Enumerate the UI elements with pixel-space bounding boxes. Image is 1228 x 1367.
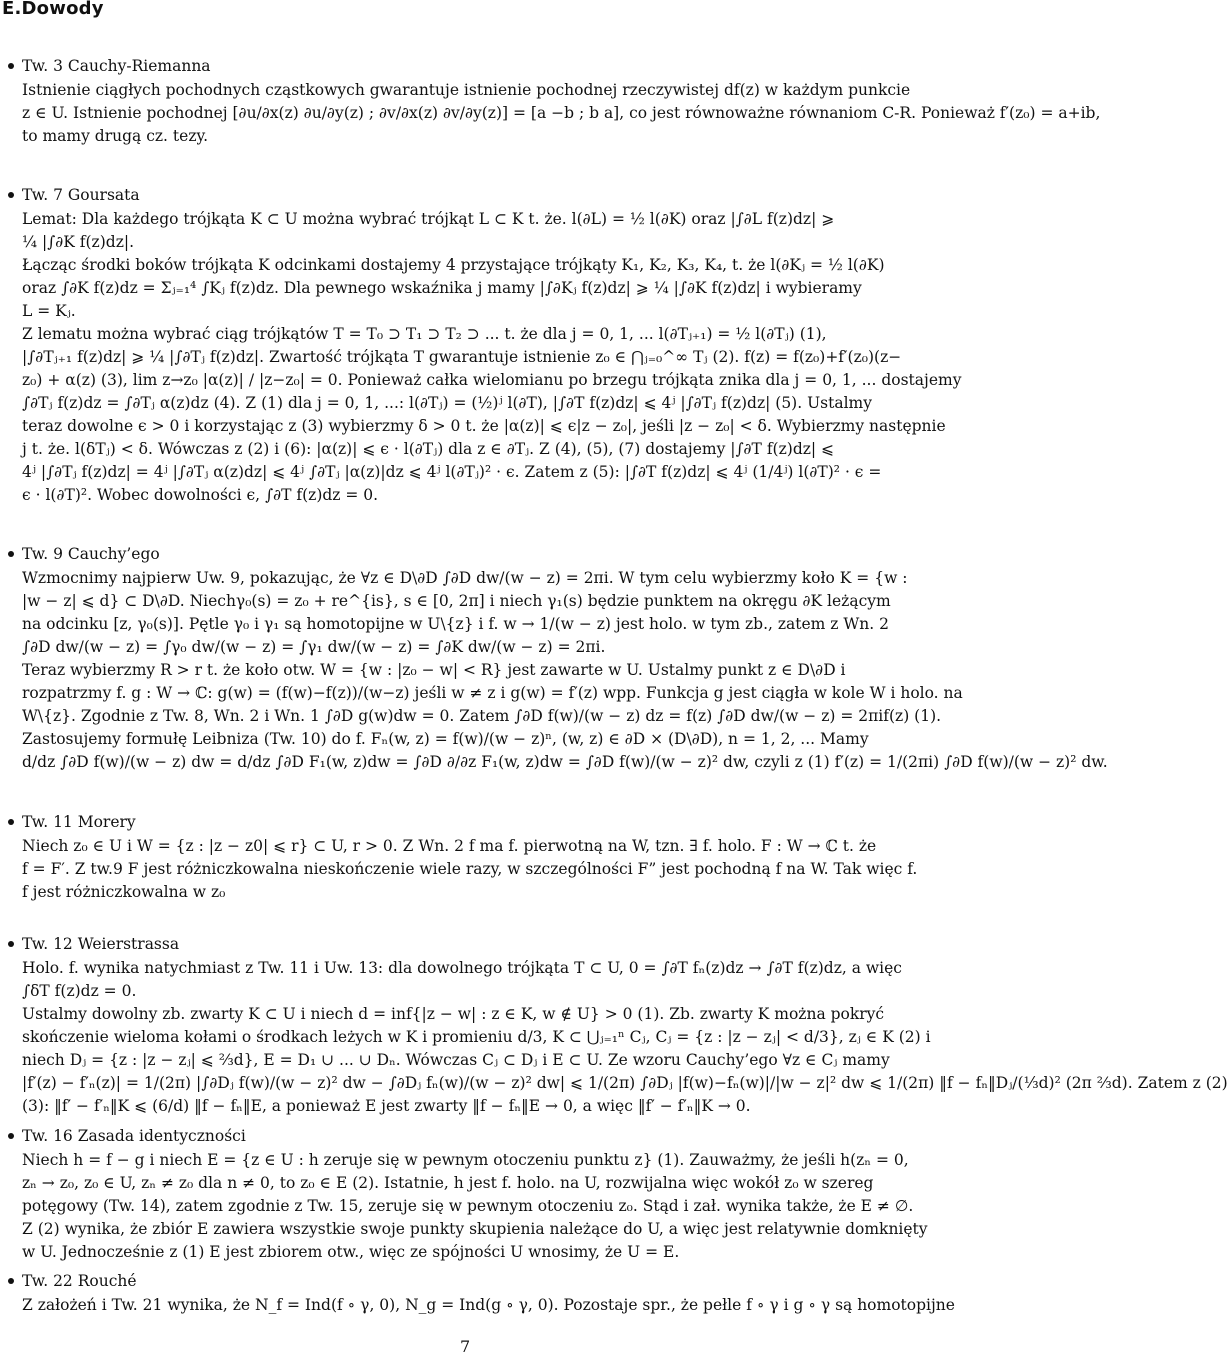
text-line: Teraz wybierzmy R > r t. że koło otw. W = {w : |z₀ − w| < R} jest zawarte w U. Ustalmy punkt z ∈ D\∂D i — [22, 661, 846, 679]
text-line: ∫∂D dw/(w − z) = ∫γ₀ dw/(w − z) = ∫γ₁ dw/(w − z) = ∫∂K dw/(w − z) = 2πi. — [22, 638, 606, 656]
page-number: 7 — [460, 1337, 471, 1356]
bullet-icon — [8, 941, 14, 947]
theorem-title: Tw. 9 Cauchy’ego — [22, 545, 160, 563]
theorem-body — [22, 835, 957, 904]
section-title: E.Dowody — [2, 0, 104, 19]
bullet-icon — [8, 819, 14, 825]
text-line: potęgowy (Tw. 14), zatem zgodnie z Tw. 15, zeruje się w pewnym otoczeniu z₀. Stąd i zał. wynika także, że E ≠ ∅. — [22, 1197, 914, 1215]
text-line: Łącząc środki boków trójkąta K odcinkami dostajemy 4 przystające trójkąty K₁, K₂, K₃, K₄, t. że l(∂Kⱼ = ½ l(∂K) — [22, 256, 885, 274]
text-line: Istnienie ciągłych pochodnych cząstkowych gwarantuje istnienie pochodnej rzeczywistej df(z) w każdym punkcie — [22, 81, 911, 99]
text-line: oraz ∫∂K f(z)dz = Σⱼ₌₁⁴ ∫Kⱼ f(z)dz. Dla pewnego wskaźnika j mamy |∫∂Kⱼ f(z)dz| ⩾ ¼ |∫∂K f(z)dz| i wybieramy — [22, 279, 862, 297]
text-line: Ustalmy dowolny zb. zwarty K ⊂ U i niech d = inf{|z − w| : z ∈ K, w ∉ U} > 0 (1). Zb. zwarty K można pokryć — [22, 1005, 885, 1023]
text-line: L = Kⱼ. — [22, 302, 76, 320]
text-line: |f′(z) − f′ₙ(z)| = 1/(2π) |∫∂Dⱼ f(w)/(w − z)² dw − ∫∂Dⱼ fₙ(w)/(w − z)² dw| ⩽ 1/(2π) ∫∂Dⱼ |f(w)−fₙ(w)|/|w − z|² dw ⩽ 1/(2π) ‖f − fₙ‖Dⱼ/(⅓d)² (2π ⅔d). Zatem z (2) — [22, 1074, 1228, 1092]
theorem-title: Tw. 12 Weierstrassa — [22, 935, 180, 953]
text-line: skończenie wieloma kołami o środkach leżych w K i promieniu d/3, K ⊂ ⋃ⱼ₌₁ⁿ Cⱼ, Cⱼ = {z : |z − zⱼ| < d/3}, zⱼ ∈ K (2) i — [22, 1028, 931, 1046]
theorem-title: Tw. 22 Rouché — [22, 1272, 137, 1290]
text-line: Z założeń i Tw. 21 wynika, że N_f = Ind(f ∘ γ, 0), N_g = Ind(g ∘ γ, 0). Pozostaje spr., że pełle f ∘ γ i g ∘ γ są homotopijne — [22, 1296, 955, 1314]
bullet-icon — [8, 63, 14, 69]
text-line: zₙ → z₀, z₀ ∈ U, zₙ ≠ z₀ dla n ≠ 0, to z₀ ∈ E (2). Istatnie, h jest f. holo. na U, rozwijalna więc wokół z₀ w szereg — [22, 1174, 874, 1192]
theorem-title: Tw. 7 Goursata — [22, 186, 140, 204]
bullet-icon — [8, 1278, 14, 1284]
theorem-body — [22, 957, 1228, 1118]
text-line: Holo. f. wynika natychmiast z Tw. 11 i Uw. 13: dla dowolnego trójkąta T ⊂ U, 0 = ∫∂T fₙ(z)dz → ∫∂T f(z)dz, a więc — [22, 959, 902, 977]
text-line: (3): ‖f′ − f′ₙ‖K ⩽ (6/d) ‖f − fₙ‖E, a ponieważ E jest zwarty ‖f − fₙ‖E → 0, a więc ‖f′ − f′ₙ‖K → 0. — [22, 1097, 751, 1115]
theorem-title: Tw. 3 Cauchy-Riemanna — [22, 57, 211, 75]
text-line: f = F′. Z tw.9 F jest różniczkowalna nieskończenie wiele razy, w szczególności F” jest pochodną f na W. Tak więc f. — [22, 860, 918, 878]
text-line: |∫∂Tⱼ₊₁ f(z)dz| ⩾ ¼ |∫∂Tⱼ f(z)dz|. Zwartość trójkąta T gwarantuje istnienie z₀ ∈ ⋂ⱼ₌₀^∞ Tⱼ (2). f(z) = f(z₀)+f′(z₀)(z− — [22, 348, 902, 366]
text-line: |w − z| ⩽ d} ⊂ D\∂D. Niechγ₀(s) = z₀ + re^{is}, s ∈ [0, 2π] i niech γ₁(s) będzie punktem na okręgu ∂K leżącym — [22, 592, 891, 610]
text-line: ¼ |∫∂K f(z)dz|. — [22, 233, 135, 251]
text-line: Lemat: Dla każdego trójkąta K ⊂ U można wybrać trójkąt L ⊂ K t. że. l(∂L) = ½ l(∂K) oraz |∫∂L f(z)dz| ⩾ — [22, 210, 835, 228]
theorem-title: Tw. 16 Zasada identyczności — [22, 1127, 246, 1145]
text-line: Z (2) wynika, że zbiór E zawiera wszystkie swoje punkty skupienia należące do U, a więc jest relatywnie domknięty — [22, 1220, 928, 1238]
text-line: ∫∂Tⱼ f(z)dz = ∫∂Tⱼ α(z)dz (4). Z (1) dla j = 0, 1, ...: l(∂Tⱼ) = (½)ʲ l(∂T), |∫∂T f(z)dz| ⩽ 4ʲ |∫∂Tⱼ f(z)dz| (5). Ustalmy — [22, 394, 872, 412]
text-line: Zastosujemy formułę Leibniza (Tw. 10) do f. Fₙ(w, z) = f(w)/(w − z)ⁿ, (w, z) ∈ ∂D × (D\∂D), n = 1, 2, ... Mamy — [22, 730, 869, 748]
text-line: to mamy drugą cz. tezy. — [22, 127, 209, 145]
text-line: Niech h = f − g i niech E = {z ∈ U : h zeruje się w pewnym otoczeniu punktu z} (1). Zauważmy, że jeśli h(zₙ = 0, — [22, 1151, 909, 1169]
text-line: w U. Jednocześnie z (1) E jest zbiorem otw., więc ze spójności U wnosimy, że U = E. — [22, 1243, 680, 1261]
bullet-icon — [8, 551, 14, 557]
text-line: z ∈ U. Istnienie pochodnej [∂u/∂x(z) ∂u/∂y(z) ; ∂v/∂x(z) ∂v/∂y(z)] = [a −b ; b a], co jest równoważne równaniom C-R. Ponieważ f′(z₀) = a+ib, — [22, 104, 1101, 122]
text-line: Niech z₀ ∈ U i W = {z : |z − z0| ⩽ r} ⊂ U, r > 0. Z Wn. 2 f ma f. pierwotną na W, tzn. ∃ f. holo. F : W → ℂ t. że — [22, 837, 877, 855]
theorem-body — [22, 1294, 957, 1317]
theorem-body — [22, 208, 962, 507]
text-line: na odcinku [z, γ₀(s)]. Pętle γ₀ i γ₁ są homotopijne w U\{z} i f. w → 1/(w − z) jest holo. w tym zb., zatem z Wn. 2 — [22, 615, 890, 633]
theorem-body — [22, 567, 1108, 774]
text-line: niech Dⱼ = {z : |z − zⱼ| ⩽ ⅔d}, E = D₁ ∪ ... ∪ Dₙ. Wówczas Cⱼ ⊂ Dⱼ i E ⊂ U. Ze wzoru Cauchy’ego ∀z ∈ Cⱼ mamy — [22, 1051, 890, 1069]
text-line: ϵ · l(∂T)². Wobec dowolności ϵ, ∫∂T f(z)dz = 0. — [22, 486, 379, 504]
text-line: f jest różniczkowalna w z₀ — [22, 883, 226, 901]
text-line: W\{z}. Zgodnie z Tw. 8, Wn. 2 i Wn. 1 ∫∂D g(w)dw = 0. Zatem ∫∂D f(w)/(w − z) dz = f(z) ∫∂D dw/(w − z) = 2πif(z) (1). — [22, 707, 942, 725]
text-line: Z lematu można wybrać ciąg trójkątów T = T₀ ⊃ T₁ ⊃ T₂ ⊃ ... t. że dla j = 0, 1, ... l(∂Tⱼ₊₁) = ½ l(∂Tⱼ) (1), — [22, 325, 827, 343]
theorem-body — [22, 1149, 957, 1264]
text-line: Wzmocnimy najpierw Uw. 9, pokazując, że ∀z ∈ D\∂D ∫∂D dw/(w − z) = 2πi. W tym celu wybierzmy koło K = {w : — [22, 569, 908, 587]
bullet-icon — [8, 192, 14, 198]
bullet-icon — [8, 1133, 14, 1139]
text-line: 4ʲ |∫∂Tⱼ f(z)dz| = 4ʲ |∫∂Tⱼ α(z)dz| ⩽ 4ʲ ∫∂Tⱼ |α(z)|dz ⩽ 4ʲ l(∂Tⱼ)² · ϵ. Zatem z (5): |∫∂T f(z)dz| ⩽ 4ʲ (1/4ʲ) l(∂T)² · ϵ = — [22, 463, 882, 481]
text-line: j t. że. l(δTⱼ) < δ. Wówczas z (2) i (6): |α(z)| ⩽ ϵ · l(∂Tⱼ) dla z ∈ ∂Tⱼ. Z (4), (5), (7) dostajemy |∫∂T f(z)dz| ⩽ — [22, 440, 835, 458]
text-line: z₀) + α(z) (3), lim z→z₀ |α(z)| / |z−z₀| = 0. Ponieważ całka wielomianu po brzegu trójkąta znika dla j = 0, 1, ... dostajemy — [22, 371, 962, 389]
text-line: rozpatrzmy f. g : W → ℂ: g(w) = (f(w)−f(z))/(w−z) jeśli w ≠ z i g(w) = f′(z) wpp. Funkcja g jest ciągła w kole W i holo. na — [22, 684, 963, 702]
text-line: ∫δT f(z)dz = 0. — [22, 982, 137, 1000]
text-line: teraz dowolne ϵ > 0 i korzystając z (3) wybierzmy δ > 0 t. że |α(z)| ⩽ ϵ|z − z₀|, jeśli |z − z₀| < δ. Wybierzmy następnie — [22, 417, 946, 435]
theorem-title: Tw. 11 Morery — [22, 813, 136, 831]
text-line: d/dz ∫∂D f(w)/(w − z) dw = d/dz ∫∂D F₁(w, z)dw = ∫∂D ∂/∂z F₁(w, z)dw = ∫∂D f(w)/(w − z)² dw, czyli z (1) f′(z) = 1/(2πi) ∫∂D f(w)/(w − z)² dw. — [22, 753, 1108, 771]
theorem-body — [22, 79, 1101, 148]
